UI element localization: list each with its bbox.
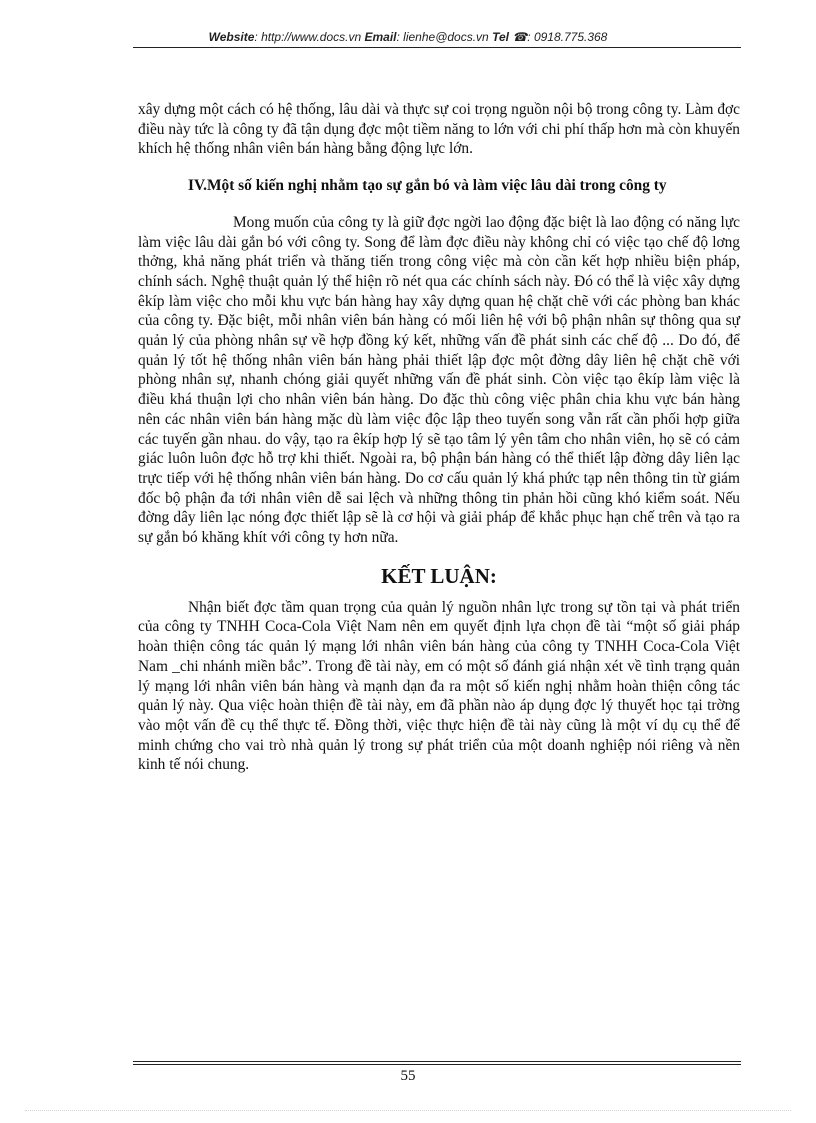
- page-body: [138, 100, 740, 775]
- email-label: Email: [364, 30, 397, 44]
- footer-rule-bottom: [133, 1064, 741, 1065]
- email-value: : lienhe@docs.vn: [396, 30, 489, 44]
- page-edge-dotted-line: [25, 1110, 791, 1111]
- header-rule: [133, 47, 741, 48]
- tel-value: : 0918.775.368: [527, 30, 608, 44]
- page-number: 55: [400, 1068, 416, 1084]
- tel-label: Tel: [492, 30, 509, 44]
- paragraph-intro: xây dựng một cách có hệ thống, lâu dài và thực sự coi trọng nguồn nội bộ trong công ty. Làm đợc điều này tức là công ty đã tận dụng đợc một tiềm năng to lớn với chi phí thấp hơn mà còn khuyến khích hệ thống nhân viên bán hàng bằng động lực lớn.: [138, 101, 740, 158]
- paragraph-conclusion: Nhận biết đợc tầm quan trọng của quản lý nguồn nhân lực trong sự tồn tại và phát triển của công ty TNHH Coca-Cola Việt Nam nên em quyết định lựa chọn đề tài “một số giải pháp hoàn thiện công tác quản lý mạng lới nhân viên bán hàng của công ty TNHH Coca-Cola Việt Nam _chi nhánh miền bắc”. Trong đề tài này, em có một số đánh giá nhận xét về tình trạng quản lý mạng lới nhân viên bán hàng và mạnh dạn đa ra một số kiến nghị nhằm hoàn thiện công tác quản lý này. Qua việc hoàn thiện đề tài này, em đã phần nào áp dụng đợc lý thuyết học tại trờng vào một vấn đề cụ thể thực tế. Đồng thời, việc thực hiện đề tài này cũng là một ví dụ cụ thể để minh chứng cho vai trò nhà quản lý trong sự phát triển của một doanh nghiệp nói riêng và nền kinh tế nói chung.: [138, 598, 740, 774]
- section-heading-line2: công ty: [619, 177, 667, 195]
- paragraph-recommendation: Mong muốn của công ty là giữ đợc ngời lao động đặc biệt là lao động có năng lực làm việc lâu dài gắn bó với công ty. Song để làm đợc điều này không chỉ có việc tạo chế độ lơng thởng, khả năng phát triển và thăng tiến trong công việc mà còn cần kết hợp nhiều biện pháp, chính sách. Nghệ thuật quản lý thể hiện rõ nét qua các chính sách này. Đó có thể là việc xây dựng êkíp làm việc cho mỗi khu vực bán hàng hay xây dựng quan hệ chặt chẽ với các phòng ban khác của công ty. Đặc biệt, mỗi nhân viên bán hàng có mối liên hệ với bộ phận nhân sự thông qua sự quản lý của phòng nhân sự về hợp đồng ký kết, những vấn đề phát sinh các chế độ ... Do đó, để quản lý tốt hệ thống nhân viên bán hàng phải thiết lập đợc một đờng dây liên hệ chặt chẽ với phòng nhân sự, nhanh chóng giải quyết những vấn đề phát sinh. Còn việc tạo êkíp làm việc là điều khá thuận lợi cho nhân viên bán hàng. Do đặc thù công việc phân chia khu vực bán hàng nên các nhân viên bán hàng mặc dù làm việc độc lập theo tuyến song vẫn rất cần phối hợp giữa các tuyến gần nhau. do vậy, tạo ra êkíp hợp lý sẽ tạo tâm lý yên tâm cho nhân viên, họ sẽ có cảm giác luôn luôn đợc hỗ trợ khi thiết. Ngoài ra, bộ phận bán hàng có thể thiết lập đờng dây liên lạc trực tiếp với hệ thống nhân viên bán hàng. Do cơ cấu quản lý khá phức tạp nên thông tin từ giám đốc bộ phận đa tới nhân viên dễ sai lệch và những thông tin phản hồi cũng khó kiểm soát. Nếu đờng dây liên lạc nóng đợc thiết lập sẽ là cơ hội và giải pháp để khắc phục hạn chế trên và tạo ra sự gắn bó khăng khít với công ty hơn nữa.: [138, 213, 740, 547]
- website-value: : http://www.docs.vn: [254, 30, 362, 44]
- website-label: Website: [208, 30, 255, 44]
- conclusion-title: KẾT LUẬN:: [381, 563, 497, 588]
- section-heading-line1: IV.Một số kiến nghị nhằm tạo sự gắn bó và làm việc lâu dài trong: [188, 177, 616, 195]
- footer-rule-top: [133, 1061, 741, 1062]
- phone-icon: ☎: [512, 30, 528, 44]
- section-heading: [138, 176, 740, 196]
- page-header: [0, 30, 816, 44]
